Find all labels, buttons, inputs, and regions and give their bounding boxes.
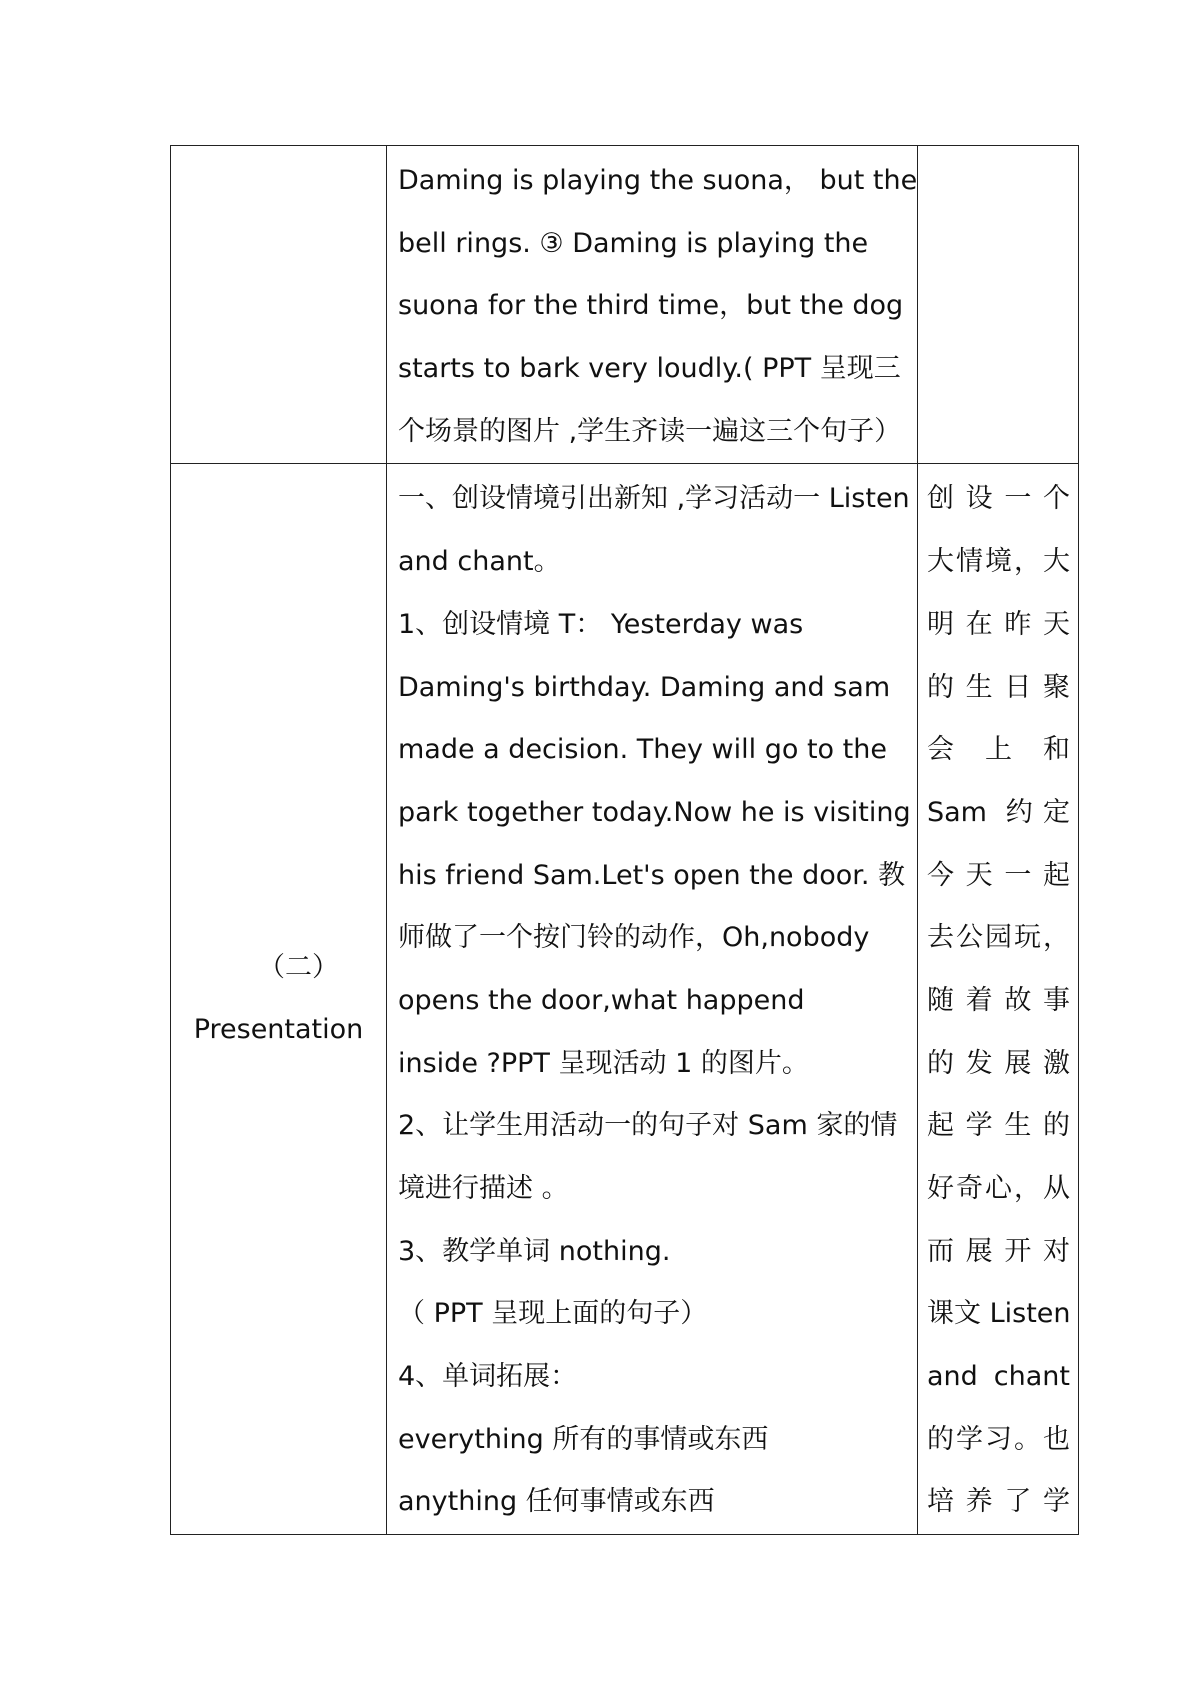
stage-number: （二） <box>257 952 339 984</box>
content-line: 3、教学单词 nothing. <box>398 1235 671 1267</box>
note-line: 课文 Listen <box>927 1298 1071 1330</box>
note-line: and chant <box>927 1361 1070 1393</box>
note-line: 明在昨天 <box>927 608 1070 640</box>
note-line: 的生日聚 <box>927 671 1070 703</box>
stage-cell <box>171 146 387 464</box>
note-line: 创设一个 <box>927 483 1070 515</box>
content-line: anything 任何事情或东西 <box>398 1486 715 1518</box>
note-line: 好奇心，从 <box>927 1173 1070 1204</box>
content-line: park together today.Now he is visiting <box>398 796 911 828</box>
note-line: 随着故事 <box>927 984 1070 1016</box>
content-line: 一、创设情境引出新知 ,学习活动一 Listen <box>398 483 910 515</box>
note-line: 的发展激 <box>927 1047 1070 1079</box>
note-line: 的学习。也 <box>927 1423 1070 1455</box>
content-line: his friend Sam.Let's open the door. 教 <box>398 859 906 891</box>
content-line: inside ?PPT 呈现活动 1 的图片。 <box>398 1047 809 1079</box>
content-line: made a decision. They will go to the <box>398 734 887 766</box>
lesson-plan-table <box>170 145 1079 1535</box>
note-line: 起学生的 <box>927 1110 1070 1142</box>
content-line: opens the door,what happend <box>398 984 805 1016</box>
content-line: 境进行描述 。 <box>398 1173 569 1204</box>
stage-name: Presentation <box>193 1014 364 1046</box>
content-cell <box>387 464 918 1535</box>
note-line: 而展开对 <box>927 1235 1070 1267</box>
content-line: Daming is playing the suona， but the <box>398 165 917 196</box>
content-line: everything 所有的事情或东西 <box>398 1423 769 1455</box>
content-line: and chant。 <box>398 546 561 578</box>
content-line: 个场景的图片 ,学生齐读一遍这三个句子） <box>398 415 902 447</box>
note-line: Sam 约定 <box>927 796 1070 828</box>
note-cell <box>918 146 1079 464</box>
note-line: 今天一起 <box>927 859 1070 891</box>
note-line: 会 上 和 <box>927 734 1070 766</box>
content-line: suona for the third time，but the dog <box>398 290 904 322</box>
stage-cell <box>171 464 387 1535</box>
content-line: 1、创设情境 T： Yesterday was <box>398 608 804 640</box>
content-line: 师做了一个按门铃的动作，Oh,nobody <box>398 922 870 954</box>
content-line: 4、单词拓展： <box>398 1361 578 1393</box>
table-row <box>171 146 1079 464</box>
note-text <box>918 464 1078 1534</box>
note-line: 去公园玩， <box>927 922 1070 954</box>
content-text <box>387 464 917 1534</box>
content-cell <box>387 146 918 464</box>
content-line: bell rings. ③ Daming is playing the <box>398 227 869 259</box>
note-cell <box>918 464 1079 1535</box>
content-line: Daming's birthday. Daming and sam <box>398 671 891 703</box>
note-line: 培养了学 <box>927 1486 1070 1518</box>
note-text <box>918 146 1078 150</box>
table-row <box>171 464 1079 1535</box>
content-text <box>387 146 917 463</box>
content-line: 2、让学生用活动一的句子对 Sam 家的情 <box>398 1110 898 1142</box>
content-line: （ PPT 呈现上面的句子） <box>398 1298 708 1330</box>
content-line: starts to bark very loudly.( PPT 呈现三 <box>398 353 901 385</box>
note-line: 大情境，大 <box>927 546 1070 578</box>
